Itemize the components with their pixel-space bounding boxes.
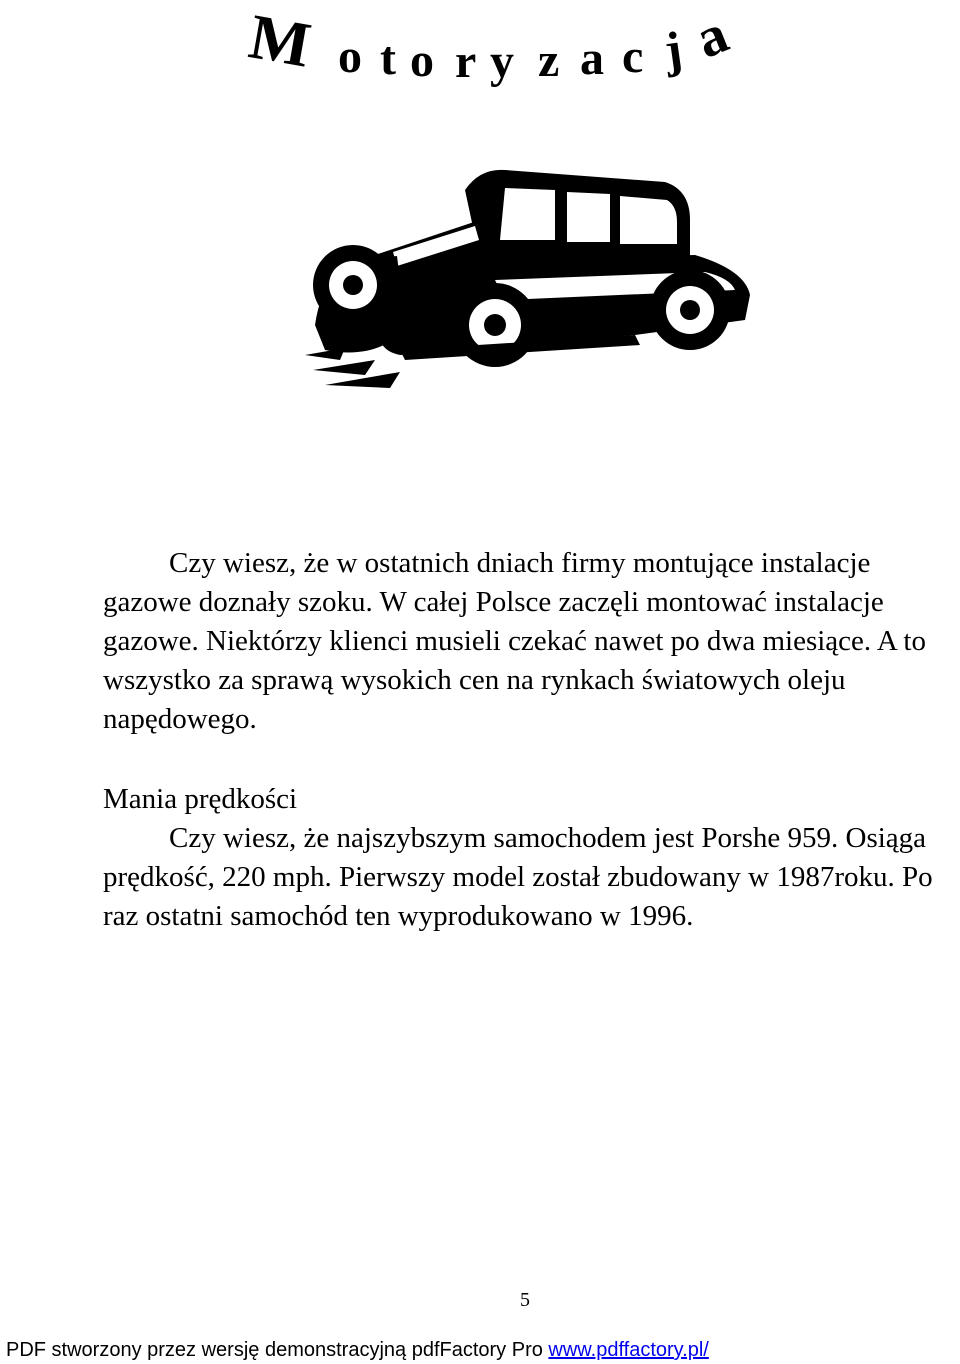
title-letter: a bbox=[580, 32, 604, 85]
title-word-art bbox=[244, 0, 850, 100]
title-letter: o bbox=[338, 30, 362, 83]
title-letter: c bbox=[622, 30, 644, 83]
title-letter: t bbox=[380, 32, 396, 85]
article-paragraph bbox=[103, 544, 953, 739]
article-section bbox=[103, 780, 953, 936]
section-heading: Mania prędkości bbox=[103, 783, 298, 815]
paragraph-text: Czy wiesz, że najszybszym samochodem jest Porshe 959. Osiąga prędkość, 220 mph. Pierwszy model został zbudowany w 1987roku. Po raz ostatni samochód ten wyprodukowano w 1996. bbox=[103, 822, 933, 932]
vintage-car-icon bbox=[305, 160, 760, 390]
title-letter: y bbox=[490, 35, 514, 88]
paragraph-text: Czy wiesz, że w ostatnich dniach firmy montujące instalacje gazowe doznały szoku. W całej Polsce zaczęli montować instalacje gazowe. Niektórzy klienci musieli czekać nawet po dwa miesiące. A to wszystko za sprawą wysokich cen na rynkach światowych oleju napędowego. bbox=[103, 547, 926, 735]
title-letter: a bbox=[687, 2, 737, 71]
title-letter: M bbox=[244, 0, 317, 81]
title-letter: r bbox=[455, 35, 477, 88]
title-letter: j bbox=[661, 20, 686, 79]
title-letter: z bbox=[538, 34, 560, 87]
title-letter: o bbox=[410, 34, 434, 87]
footer-text: PDF stworzony przez wersję demonstracyjną pdfFactory Pro bbox=[6, 1339, 543, 1361]
footer-link[interactable]: www.pdffactory.pl/ bbox=[548, 1339, 709, 1361]
document-title bbox=[244, 0, 850, 100]
pdf-footer bbox=[6, 1336, 956, 1364]
page-number: 5 bbox=[520, 1289, 530, 1311]
